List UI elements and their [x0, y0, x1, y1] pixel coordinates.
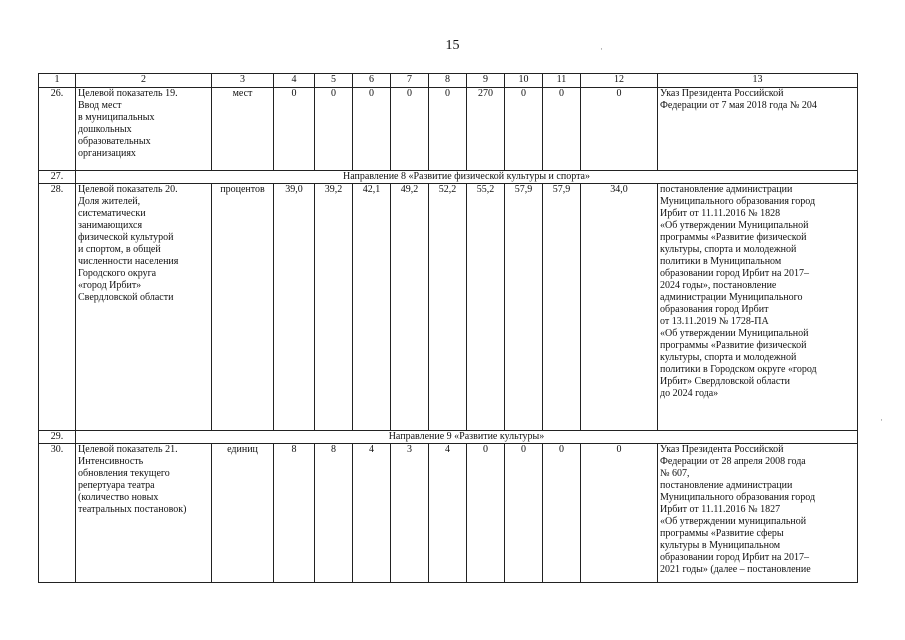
- indicator-table: [38, 73, 858, 583]
- text-line: администрации Муниципального: [660, 292, 803, 303]
- row-number: 28.: [39, 184, 76, 431]
- value-cell: 8: [274, 444, 315, 583]
- header-cell: 8: [429, 74, 467, 88]
- text-line: театральных постановок): [78, 504, 187, 515]
- direction-heading: Направление 9 «Развитие культуры»: [76, 431, 858, 444]
- value-cell: 8: [315, 444, 353, 583]
- text-line: занимающихся: [78, 220, 143, 231]
- scan-dot: ·: [880, 415, 883, 425]
- value-cell: 0: [391, 88, 429, 171]
- value-cell: 42,1: [353, 184, 391, 431]
- source-document: [658, 444, 858, 583]
- text-line: организациях: [78, 148, 136, 159]
- text-line: образования город Ирбит: [660, 304, 769, 315]
- table-row: [39, 171, 858, 184]
- unit-cell: процентов: [212, 184, 274, 431]
- header-cell: 9: [467, 74, 505, 88]
- row-number: 30.: [39, 444, 76, 583]
- row-number: 29.: [39, 431, 76, 444]
- text-line: программы «Развитие сферы: [660, 528, 784, 539]
- text-line: Целевой показатель 20.: [78, 184, 178, 195]
- text-line: Муниципального образования город: [660, 492, 816, 503]
- indicator-name: [76, 184, 212, 431]
- header-cell: 5: [315, 74, 353, 88]
- value-cell: 52,2: [429, 184, 467, 431]
- text-line: и спортом, в общей: [78, 244, 161, 255]
- header-cell: 1: [39, 74, 76, 88]
- row-number: 27.: [39, 171, 76, 184]
- header-row: [39, 74, 858, 88]
- text-line: программы «Развитие физической: [660, 232, 807, 243]
- source-document: [658, 184, 858, 431]
- text-line: «Об утверждении муниципальной: [660, 516, 807, 527]
- value-cell: 49,2: [391, 184, 429, 431]
- header-cell: 13: [658, 74, 858, 88]
- text-line: образовании город Ирбит на 2017–: [660, 268, 809, 279]
- value-cell: 0: [581, 444, 658, 583]
- text-line: «Об утверждении Муниципальной: [660, 328, 809, 339]
- text-line: Целевой показатель 21.: [78, 444, 178, 455]
- text-line: культуры в Муниципальном: [660, 540, 781, 551]
- text-line: Федерации от 28 апреля 2008 года: [660, 456, 806, 467]
- value-cell: 39,2: [315, 184, 353, 431]
- text-line: Интенсивность: [78, 456, 144, 467]
- text-line: в муниципальных: [78, 112, 155, 123]
- table-row: [39, 431, 858, 444]
- text-line: культуры, спорта и молодежной: [660, 352, 797, 363]
- indicator-name: [76, 88, 212, 171]
- direction-heading: Направление 8 «Развитие физической культуры и спорта»: [76, 171, 858, 184]
- source-document: [658, 88, 858, 171]
- text-line: политики в Муниципальном: [660, 256, 782, 267]
- header-cell: 3: [212, 74, 274, 88]
- header-cell: 4: [274, 74, 315, 88]
- value-cell: 0: [353, 88, 391, 171]
- text-line: 2021 годы» (далее – постановление: [660, 564, 811, 575]
- value-cell: 4: [429, 444, 467, 583]
- text-line: образовательных: [78, 136, 151, 147]
- unit-cell: мест: [212, 88, 274, 171]
- header-cell: 2: [76, 74, 212, 88]
- text-line: политики в Городском округе «город: [660, 364, 817, 375]
- value-cell: 0: [429, 88, 467, 171]
- text-line: до 2024 года»: [660, 388, 719, 399]
- text-line: Указ Президента Российской: [660, 444, 784, 455]
- text-line: Свердловской области: [78, 292, 174, 303]
- value-cell: 0: [274, 88, 315, 171]
- header-cell: 10: [505, 74, 543, 88]
- table-row: [39, 184, 858, 431]
- text-line: Ирбит» Свердловской области: [660, 376, 790, 387]
- text-line: физической культурой: [78, 232, 174, 243]
- value-cell: 0: [505, 444, 543, 583]
- text-line: обновления текущего: [78, 468, 170, 479]
- value-cell: 57,9: [543, 184, 581, 431]
- header-cell: 12: [581, 74, 658, 88]
- header-cell: 6: [353, 74, 391, 88]
- value-cell: 39,0: [274, 184, 315, 431]
- value-cell: 4: [353, 444, 391, 583]
- text-line: систематически: [78, 208, 146, 219]
- text-line: Городского округа: [78, 268, 157, 279]
- header-cell: 11: [543, 74, 581, 88]
- value-cell: 0: [467, 444, 505, 583]
- text-line: Ирбит от 11.11.2016 № 1827: [660, 504, 781, 515]
- header-cell: 7: [391, 74, 429, 88]
- text-line: численности населения: [78, 256, 179, 267]
- value-cell: 0: [581, 88, 658, 171]
- value-cell: 0: [505, 88, 543, 171]
- value-cell: 55,2: [467, 184, 505, 431]
- text-line: Ирбит от 11.11.2016 № 1828: [660, 208, 781, 219]
- indicator-name: [76, 444, 212, 583]
- text-line: постановление администрации: [660, 480, 793, 491]
- text-line: № 607,: [660, 468, 690, 479]
- value-cell: 3: [391, 444, 429, 583]
- text-line: Муниципального образования город: [660, 196, 816, 207]
- value-cell: 0: [543, 444, 581, 583]
- text-line: репертуара театра: [78, 480, 155, 491]
- value-cell: 0: [315, 88, 353, 171]
- text-line: (количество новых: [78, 492, 159, 503]
- row-number: 26.: [39, 88, 76, 171]
- table-row: [39, 88, 858, 171]
- text-line: программы «Развитие физической: [660, 340, 807, 351]
- text-line: Федерации от 7 мая 2018 года № 204: [660, 100, 817, 111]
- text-line: «город Ирбит»: [78, 280, 142, 291]
- text-line: от 13.11.2019 № 1728-ПА: [660, 316, 769, 327]
- text-line: Доля жителей,: [78, 196, 141, 207]
- text-line: образовании город Ирбит на 2017–: [660, 552, 809, 563]
- unit-cell: единиц: [212, 444, 274, 583]
- text-line: Целевой показатель 19.: [78, 88, 178, 99]
- text-line: «Об утверждении Муниципальной: [660, 220, 809, 231]
- text-line: Ввод мест: [78, 100, 122, 111]
- table-row: [39, 444, 858, 583]
- value-cell: 34,0: [581, 184, 658, 431]
- scan-dot: ·: [600, 44, 603, 54]
- text-line: культуры, спорта и молодежной: [660, 244, 797, 255]
- text-line: дошкольных: [78, 124, 132, 135]
- text-line: Указ Президента Российской: [660, 88, 784, 99]
- value-cell: 0: [543, 88, 581, 171]
- text-line: 2024 годы», постановление: [660, 280, 777, 291]
- value-cell: 270: [467, 88, 505, 171]
- page-number: 15: [445, 38, 460, 53]
- text-line: постановление администрации: [660, 184, 793, 195]
- value-cell: 57,9: [505, 184, 543, 431]
